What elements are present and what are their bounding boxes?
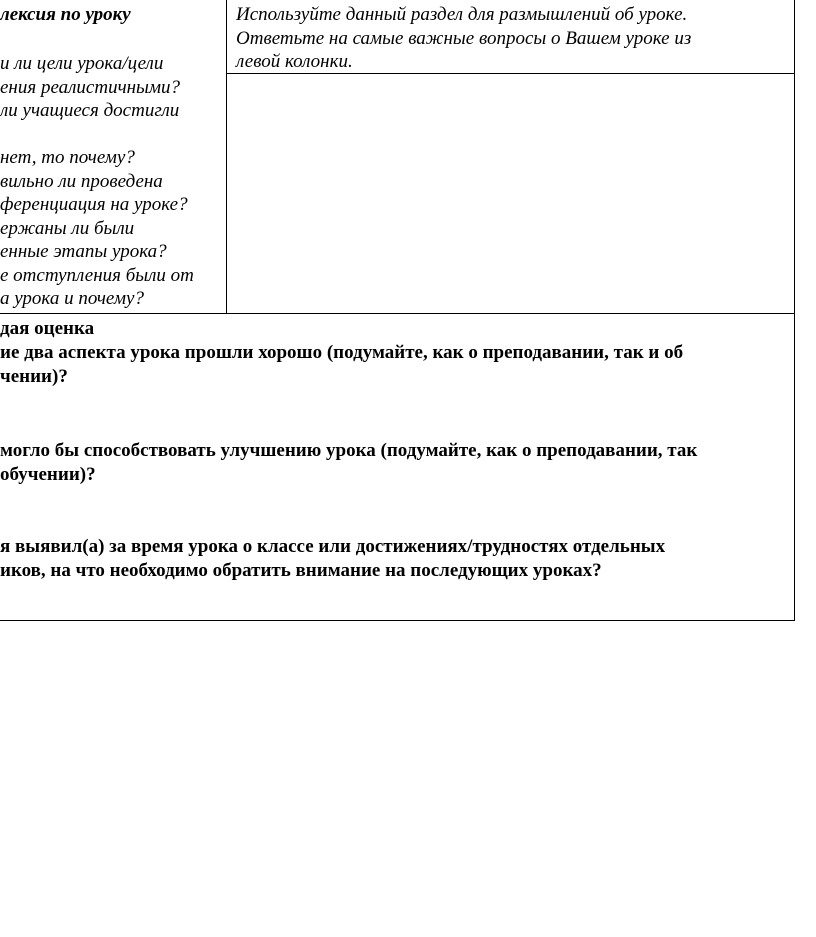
summary-divider [0, 313, 795, 314]
summary-question-line: могло бы способствовать улучшению урока (подумайте, как о преподавании, так [0, 440, 698, 461]
instruction-line: Используйте данный раздел для размышлений об уроке. [236, 4, 688, 25]
summary-question-line: я выявил(а) за время урока о классе или достижениях/трудностях отдельных [0, 536, 666, 557]
question-line: а урока и почему? [0, 288, 144, 309]
summary-question-line: чении)? [0, 365, 68, 387]
question-line: ференциация на уроке? [0, 194, 188, 215]
question-line: ения реалистичными? [0, 76, 181, 98]
question-line: ли учащиеся достигли [0, 100, 180, 121]
summary-question-line: обучении)? [0, 463, 96, 485]
question-line [0, 123, 194, 147]
summary-heading: дая оценка [0, 318, 95, 339]
reflection-response-cell [227, 74, 794, 313]
instruction-line: левой колонки. [236, 51, 353, 72]
reflection-heading: лексия по уроку [0, 4, 131, 25]
reflection-questions [0, 52, 194, 311]
summary-question-1 [0, 341, 683, 388]
instruction-line: Ответьте на самые важные вопросы о Вашем уроке из [236, 27, 692, 49]
question-line: нет, то почему? [0, 147, 135, 168]
summary-question-line: иков, на что необходимо обратить внимание на последующих уроках? [0, 559, 602, 581]
summary-question-2 [0, 439, 697, 486]
reflection-instruction [236, 3, 691, 74]
question-line: ержаны ли были [0, 217, 135, 239]
question-line: и ли цели урока/цели [0, 53, 164, 74]
summary-question-3 [0, 535, 665, 582]
summary-question-line: ие два аспекта урока прошли хорошо (подумайте, как о преподавании, так и об [0, 342, 684, 363]
question-line: вильно ли проведена [0, 170, 163, 192]
question-line: енные этапы урока? [0, 241, 167, 262]
question-line: е отступления были от [0, 264, 194, 286]
